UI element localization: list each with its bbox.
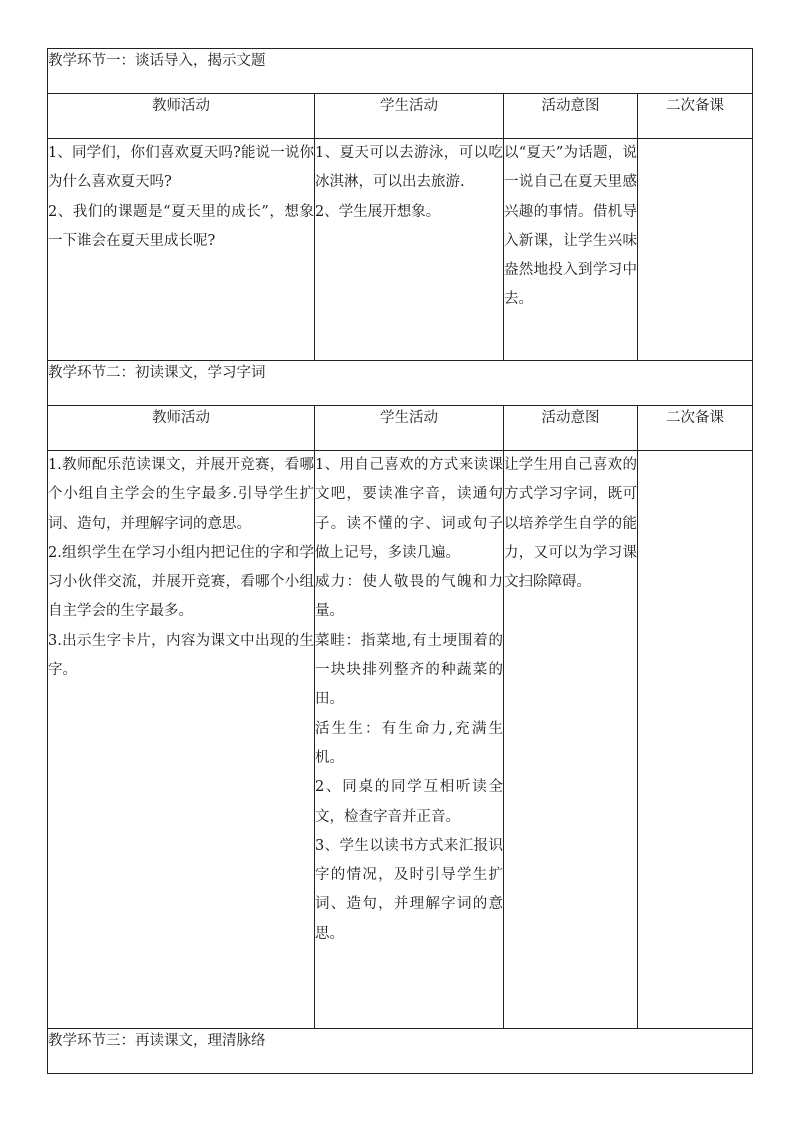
student-paragraph: 3、学生以读书方式来汇报识字的情况，及时引导学生扩词、造句，并理解字词的意思。 — [315, 837, 503, 942]
activity-intent-cell — [504, 451, 638, 1029]
header-student-activity: 学生活动 — [315, 94, 504, 139]
activity-intent-cell — [504, 139, 638, 361]
header-teacher-activity: 教师活动 — [48, 406, 315, 451]
section-title: 教学环节三：再读课文，理清脉络 — [48, 1029, 753, 1074]
intent-paragraph: 以“夏天”为话题，说一说自己在夏天里感兴趣的事情。借机导入新课，让学生兴味盎然地投入到学习中去。 — [504, 145, 637, 308]
lesson-plan-table — [47, 48, 753, 1074]
header-teacher-activity: 教师活动 — [48, 94, 315, 139]
header-row — [48, 406, 753, 451]
content-row — [48, 139, 753, 361]
header-activity-intent: 活动意图 — [504, 94, 638, 139]
teacher-paragraph: 2.组织学生在学习小组内把记住的字和学习小伙伴交流，并展开竞赛，看哪个小组自主学会的生字最多。 — [48, 544, 314, 620]
student-paragraph: 威力：使人敬畏的气魄和力量。 — [315, 574, 503, 620]
section-title: 教学环节一：谈话导入，揭示文题 — [48, 49, 753, 94]
student-paragraph: 1、用自己喜欢的方式来读课文吧，要读准字音，读通句子。读不懂的字、词或句子做上记号，多读几遍。 — [315, 457, 503, 561]
teacher-paragraph: 1、同学们，你们喜欢夏天吗?能说一说你为什么喜欢夏天吗? — [48, 145, 314, 191]
header-student-activity: 学生活动 — [315, 406, 504, 451]
second-prep-cell — [638, 139, 753, 361]
teacher-activity-cell — [48, 139, 315, 361]
teacher-activity-cell — [48, 451, 315, 1029]
section-row — [48, 1029, 753, 1074]
header-second-prep: 二次备课 — [638, 406, 753, 451]
content-row — [48, 451, 753, 1029]
student-activity-cell — [315, 451, 504, 1029]
teacher-paragraph: 2、我们的课题是“夏天里的成长”，想象一下谁会在夏天里成长呢? — [48, 203, 314, 249]
second-prep-cell — [638, 451, 753, 1029]
student-paragraph: 2、学生展开想象。 — [315, 203, 441, 220]
section-row — [48, 361, 753, 406]
header-activity-intent: 活动意图 — [504, 406, 638, 451]
section-row — [48, 49, 753, 94]
student-paragraph: 1、夏天可以去游泳，可以吃冰淇淋，可以出去旅游. — [315, 145, 503, 191]
teacher-paragraph: 1.教师配乐范读课文，并展开竞赛，看哪个小组自主学会的生字最多.引导学生扩词、造句，并理解字词的意思。 — [48, 457, 314, 532]
header-row — [48, 94, 753, 139]
header-second-prep: 二次备课 — [638, 94, 753, 139]
student-activity-cell — [315, 139, 504, 361]
teacher-paragraph: 3.出示生字卡片，内容为课文中出现的生字。 — [48, 632, 314, 679]
student-paragraph: 活生生：有生命力,充满生机。 — [315, 720, 503, 766]
student-paragraph: 2、同桌的同学互相听读全文，检查字音并正音。 — [315, 779, 503, 825]
intent-paragraph: 让学生用自己喜欢的方式学习字词，既可以培养学生自学的能力，又可以为学习课文扫除障碍。 — [504, 457, 637, 591]
section-title: 教学环节二：初读课文，学习字词 — [48, 361, 753, 406]
student-paragraph: 菜畦：指菜地,有土埂围着的一块块排列整齐的种蔬菜的田。 — [315, 632, 503, 708]
